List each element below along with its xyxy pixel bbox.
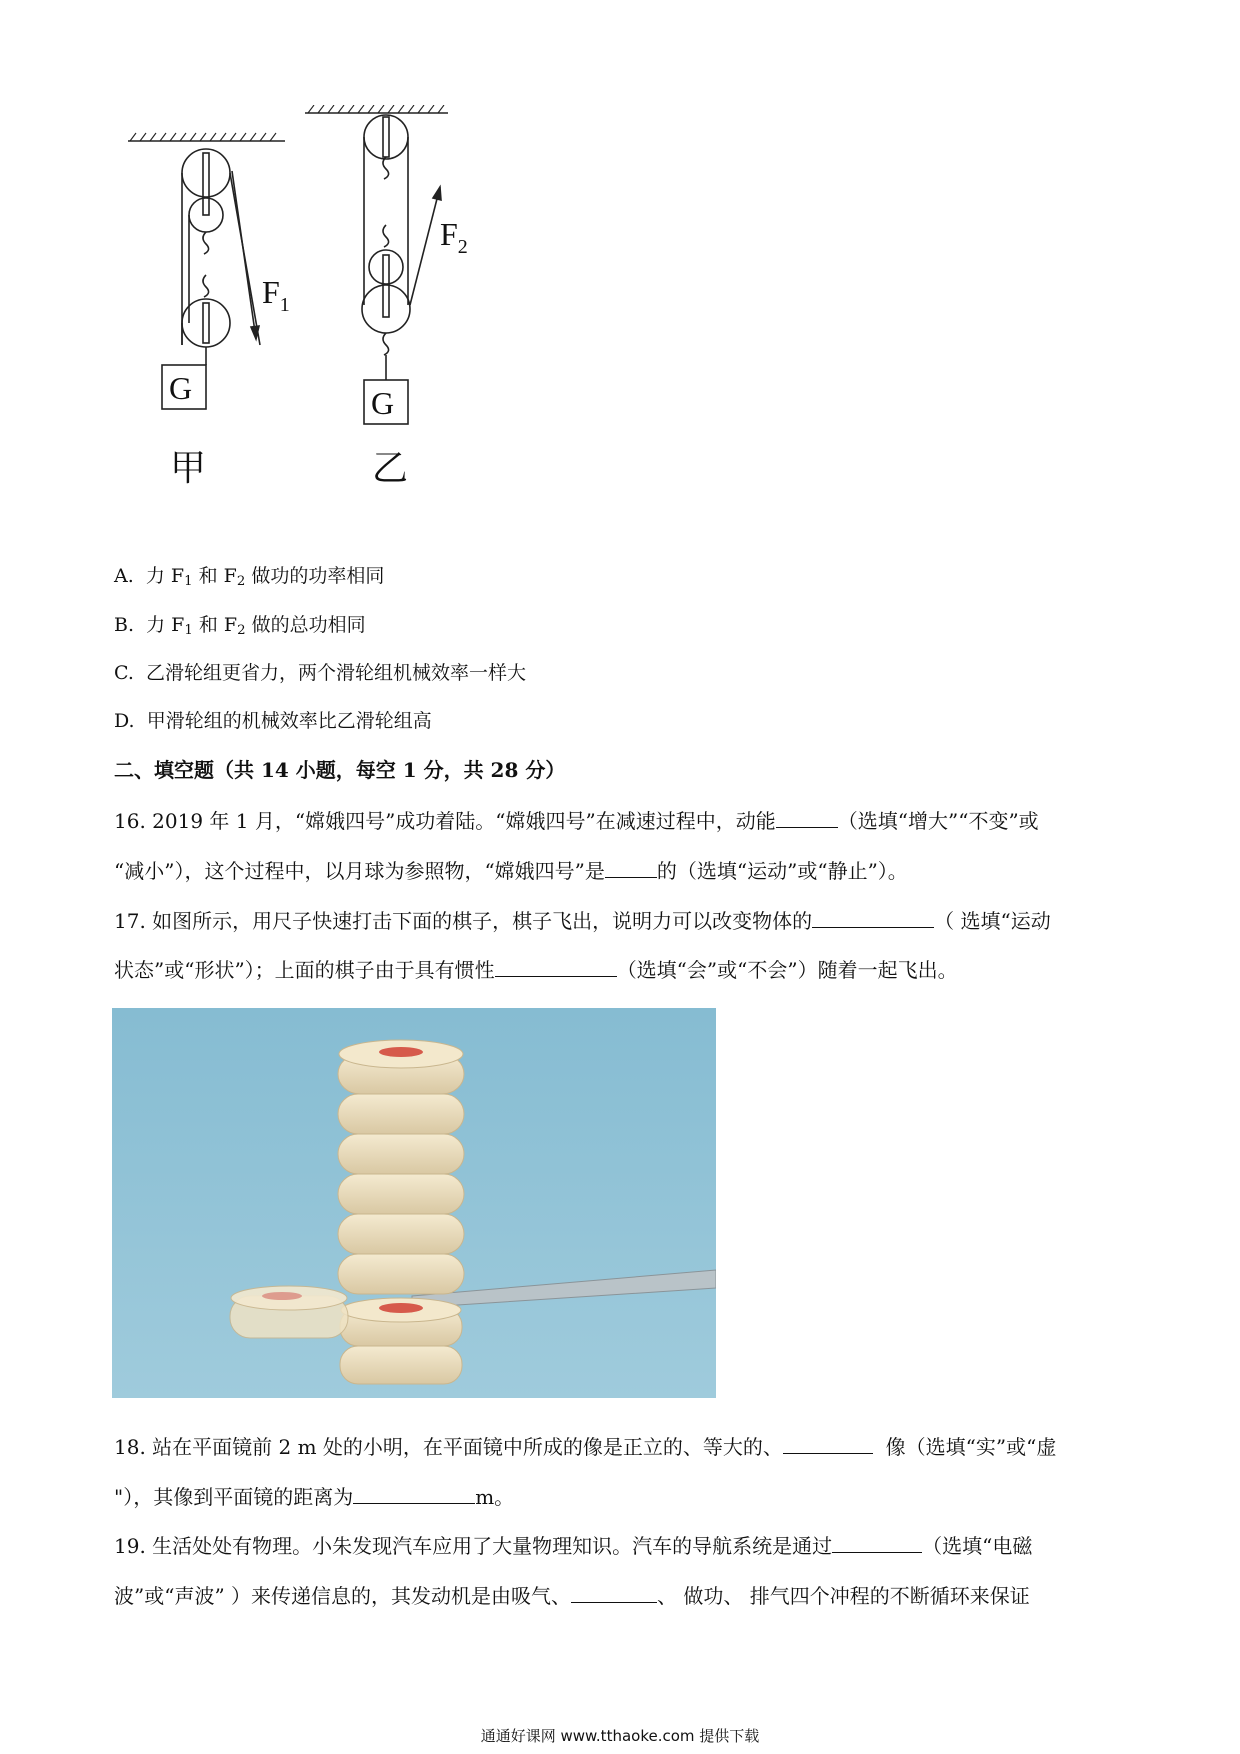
q19-line2: 波”或“声波” ）来传递信息的，其发动机是由吸气、 、 做功、 排气四个冲程的不断循环来保证 [114, 1584, 1030, 1608]
force-label-f1: $F_1$ [262, 274, 290, 316]
option-d: D. 甲滑轮组的机械效率比乙滑轮组高 [114, 710, 432, 732]
option-c: C. 乙滑轮组更省力，两个滑轮组机械效率一样大 [114, 662, 527, 684]
q16-line2: “减小”），这个过程中，以月球为参照物，“嫦娥四号”是 的（选填“运动”或“静止”）。 [114, 859, 908, 883]
q16-blank1[interactable] [776, 807, 838, 828]
caption-yi: 乙 [372, 448, 409, 488]
chess-photo [112, 1008, 716, 1398]
caption-jia: 甲 [170, 448, 207, 488]
q18-line2: "），其像到平面镜的距离为 m。 [114, 1485, 515, 1509]
footer-text: 通通好课网 www.tthaoke.com 提供下载 [480, 1727, 760, 1745]
q18-blank2[interactable] [353, 1483, 475, 1504]
q16-blank2[interactable] [605, 857, 657, 878]
q17-line2: 状态”或“形状”）；上面的棋子由于具有惯性 （选填“会”或“不会”）随着一起飞出。 [114, 958, 958, 982]
q19-blank1[interactable] [832, 1532, 922, 1553]
q17-line1: 17. 如图所示，用尺子快速打击下面的棋子，棋子飞出，说明力可以改变物体的 （ 选填“运动 [114, 909, 1051, 933]
force-label-f2: $F_2$ [440, 216, 468, 258]
q18-blank1[interactable] [783, 1433, 873, 1454]
pulley-figure [110, 105, 550, 550]
section-title: 二、填空题（共 14 小题，每空 1 分，共 28 分） [114, 758, 566, 782]
weight-label-left: G [169, 370, 193, 406]
weight-label-right: G [371, 385, 395, 421]
q16-line1: 16. 2019 年 1 月，“嫦娥四号”成功着陆。“嫦娥四号”在减速过程中，动能 （选填“增大”“不变”或 [114, 809, 1039, 833]
q19-blank2[interactable] [571, 1582, 657, 1603]
q17-blank2[interactable] [495, 956, 617, 977]
option-a: A. 力 $F_1$ 和 $F_2$ 做功的功率相同 [114, 565, 385, 589]
option-b: B. 力 $F_1$ 和 $F_2$ 做的总功相同 [114, 614, 366, 638]
q18-line1: 18. 站在平面镜前 2 m 处的小明，在平面镜中所成的像是正立的、等大的、 像（选填“实”或“虚 [114, 1435, 1057, 1459]
q17-blank1[interactable] [812, 907, 934, 928]
q19-line1: 19. 生活处处有物理。小朱发现汽车应用了大量物理知识。汽车的导航系统是通过 （选填“电磁 [114, 1534, 1033, 1558]
